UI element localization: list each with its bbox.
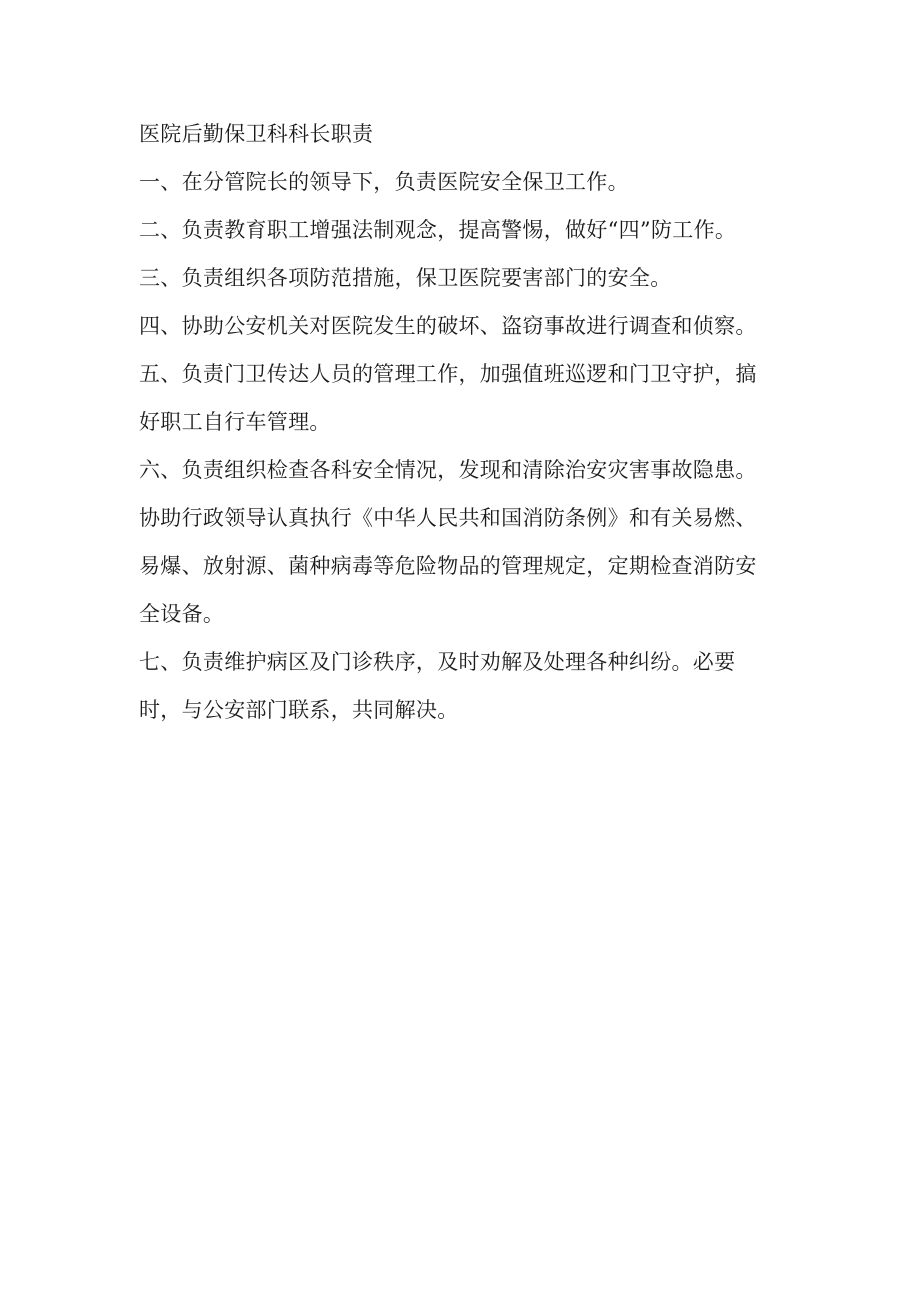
duty-item-7-line-2: 时，与公安部门联系，共同解决。 [139, 698, 459, 722]
duty-item-2: 二、负责教育职工增强法制观念，提高警惕，做好“四”防工作。 [139, 218, 737, 242]
duty-item-6-line-2: 协助行政领导认真执行《中华人民共和国消防条例》和有关易燃、 [139, 506, 757, 530]
duty-item-1: 一、在分管院长的领导下，负责医院安全保卫工作。 [139, 170, 629, 194]
duty-item-3: 三、负责组织各项防范措施，保卫医院要害部门的安全。 [139, 266, 672, 290]
duty-item-6-line-1: 六、负责组织检查各科安全情况，发现和清除治安灾害事故隐患。 [139, 458, 757, 482]
document-title: 医院后勤保卫科科长职责 [139, 122, 374, 146]
document-body [139, 110, 779, 734]
duty-item-6-line-3: 易爆、放射源、菌种病毒等危险物品的管理规定，定期检查消防安 [139, 554, 757, 578]
duty-item-6-line-4: 全设备。 [139, 602, 225, 626]
duty-item-5-line-1: 五、负责门卫传达人员的管理工作，加强值班巡逻和门卫守护，搞 [139, 362, 757, 386]
duty-item-5-line-2: 好职工自行车管理。 [139, 410, 331, 434]
duty-item-4: 四、协助公安机关对医院发生的破坏、盗窃事故进行调查和侦察。 [139, 314, 757, 338]
duty-item-7-line-1: 七、负责维护病区及门诊秩序，及时劝解及处理各种纠纷。必要 [139, 650, 736, 674]
